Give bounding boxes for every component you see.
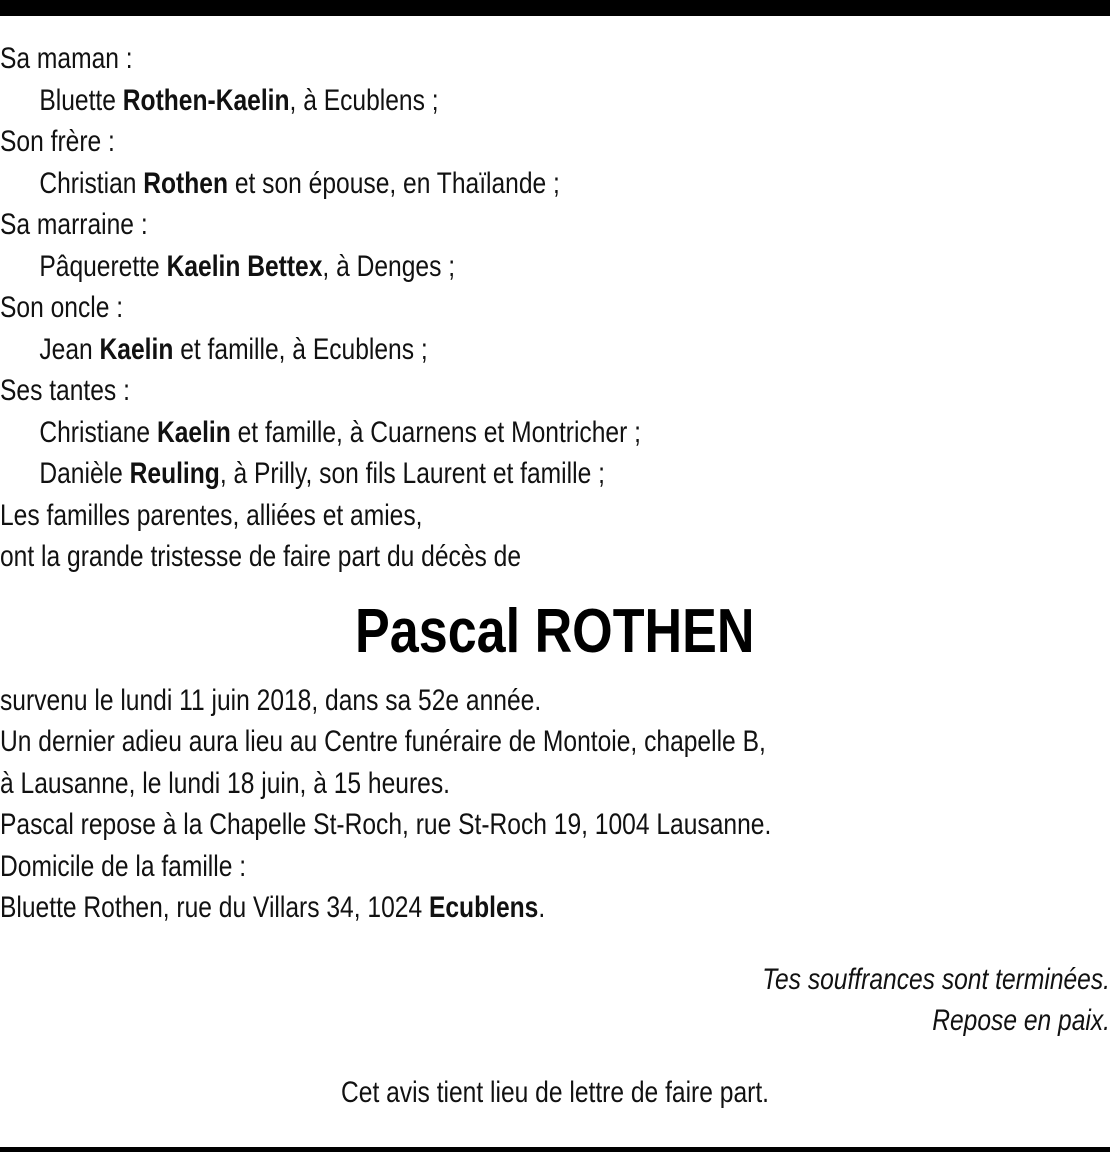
tante1-first-name: Christiane — [39, 415, 157, 449]
marraine-last-name: Kaelin Bettex — [166, 249, 323, 283]
details-line-4: Pascal repose à la Chapelle St-Roch, rue St-Roch 19, 1004 Lausanne. — [0, 808, 772, 841]
tante1-entry — [0, 412, 910, 454]
details-line-5: Domicile de la famille : — [0, 849, 247, 883]
bottom-border-rule — [0, 1147, 1110, 1152]
maman-rest: , à Ecublens ; — [289, 83, 439, 117]
address-city: Ecublens — [428, 891, 539, 924]
announce-line: ont la grande tristesse de faire part du décès de — [0, 540, 522, 573]
oncle-entry — [0, 329, 910, 371]
address-end: . — [538, 891, 546, 924]
frere-entry — [0, 163, 910, 205]
marraine-entry — [0, 246, 910, 288]
familles-line: Les familles parentes, alliées et amies, — [0, 498, 423, 532]
address-start: Bluette Rothen, rue du Villars 34, 1024 — [0, 891, 429, 924]
obituary-notice — [0, 38, 1110, 1113]
tante1-rest: et famille, à Cuarnens et Montricher ; — [230, 415, 641, 449]
maman-first-name: Bluette — [39, 83, 123, 117]
deceased-name-block — [0, 584, 1110, 680]
epitaph-line-2: Repose en paix. — [932, 1004, 1110, 1037]
details-line-3: à Lausanne, le lundi 18 juin, à 15 heures. — [0, 766, 450, 800]
oncle-rest: et famille, à Ecublens ; — [173, 332, 428, 366]
maman-label: Sa maman : — [0, 42, 133, 75]
spacer — [0, 929, 1110, 959]
family-address — [0, 887, 910, 929]
spacer — [0, 1042, 1110, 1072]
epitaph-line-1: Tes souffrances sont terminées. — [762, 962, 1110, 996]
marraine-first-name: Pâquerette — [39, 249, 167, 283]
tante2-rest: , à Prilly, son fils Laurent et famille ; — [219, 457, 605, 490]
marraine-label: Sa marraine : — [0, 208, 148, 241]
footer-note: Cet avis tient lieu de lettre de faire part. — [340, 1075, 769, 1109]
frere-last-name: Rothen — [143, 166, 228, 200]
marraine-rest: , à Denges ; — [322, 249, 456, 283]
oncle-label: Son oncle : — [0, 291, 124, 324]
oncle-last-name: Kaelin — [99, 332, 174, 366]
details-line-2: Un dernier adieu aura lieu au Centre funéraire de Montoie, chapelle B, — [0, 725, 766, 758]
frere-label: Son frère : — [0, 125, 115, 158]
details-line-1: survenu le lundi 11 juin 2018, dans sa 52e année. — [0, 683, 542, 717]
frere-rest: et son épouse, en Thaïlande ; — [227, 166, 560, 200]
tante1-last-name: Kaelin — [156, 415, 231, 449]
top-border-rule — [0, 0, 1110, 16]
frere-first-name: Christian — [39, 166, 144, 200]
tantes-label: Ses tantes : — [0, 374, 130, 407]
maman-entry — [0, 80, 910, 122]
tante2-last-name: Reuling — [129, 457, 220, 490]
tante2-entry — [0, 453, 910, 495]
tante2-first-name: Danièle — [39, 457, 130, 490]
deceased-name: Pascal ROTHEN — [355, 597, 755, 666]
oncle-first-name: Jean — [39, 332, 100, 366]
maman-last-name: Rothen-Kaelin — [122, 83, 290, 117]
